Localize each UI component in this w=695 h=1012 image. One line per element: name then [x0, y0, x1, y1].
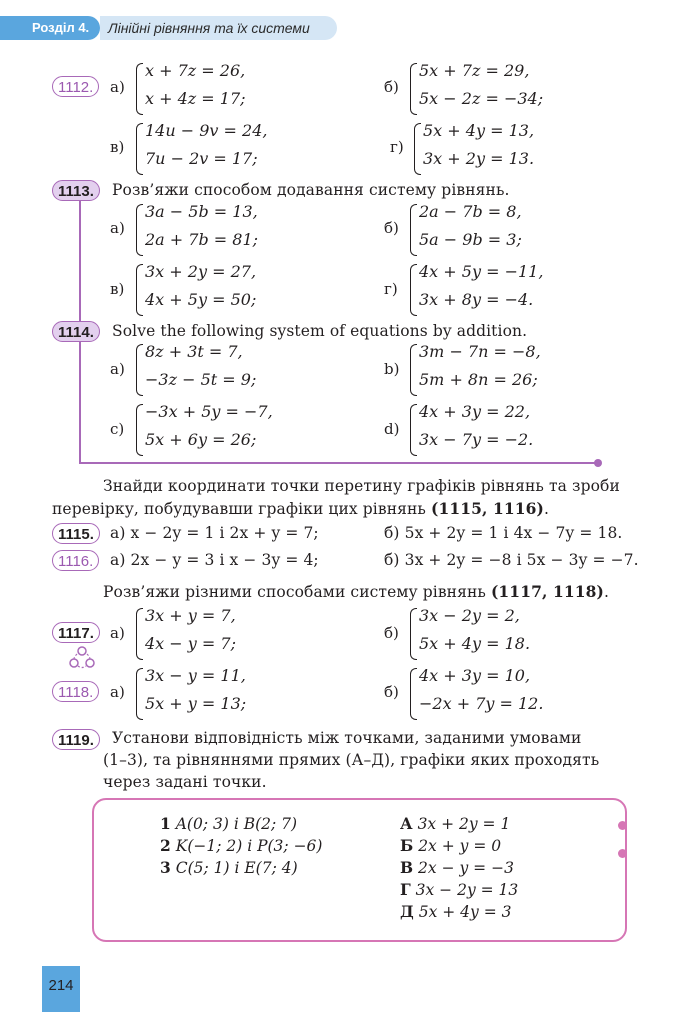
system-brace	[136, 668, 143, 720]
point-pair-2: 2 K(−1; 2) і P(3; −6)	[160, 836, 323, 855]
equation-pair: а) 2x − y = 3 і x − 3y = 4;	[110, 551, 319, 569]
line-equation-b: Б 2x + y = 0	[400, 836, 502, 855]
group-work-icon	[68, 645, 96, 671]
label: г)	[384, 280, 398, 298]
section-tag: Розділ 4.	[0, 16, 100, 40]
equation: 2a + 7b = 81;	[145, 230, 259, 249]
equation: 4x + 5y = 50;	[145, 290, 257, 309]
equation: 4x + 5y = −11,	[419, 262, 544, 281]
label: а)	[110, 219, 125, 237]
line-equation-v: В 2x − y = −3	[400, 858, 514, 877]
problem-text: (1–3), та рівняннями прямих (А–Д), графіки яких проходять	[103, 751, 600, 769]
equation: 5x + y = 13;	[145, 694, 247, 713]
problem-text: Установи відповідність між точками, заданими умовами	[112, 729, 582, 747]
equation: 3m − 7n = −8,	[419, 342, 541, 361]
label: б)	[384, 219, 399, 237]
problem-text: Solve the following system of equations by addition.	[112, 322, 528, 340]
equation: 5x − 2z = −34;	[419, 89, 544, 108]
label: б)	[384, 624, 399, 642]
system-brace	[410, 63, 417, 115]
problem-number-1117: 1117.	[52, 622, 100, 643]
equation: 5x + 4y = 18.	[419, 634, 531, 653]
section-title: Лінійні рівняння та їх системи	[100, 16, 337, 40]
system-brace	[414, 123, 421, 175]
label: c)	[110, 420, 125, 438]
equation: 4x − y = 7;	[145, 634, 236, 653]
equation: 4x + 3y = 10,	[419, 666, 531, 685]
equation: 3x + y = 7,	[145, 606, 236, 625]
point-pair-3: 3 C(5; 1) і E(7; 4)	[160, 858, 298, 877]
system-brace	[136, 123, 143, 175]
system-brace	[136, 404, 143, 456]
equation: 7u − 2v = 17;	[145, 149, 258, 168]
label: а)	[110, 683, 125, 701]
problem-number-1112: 1112.	[52, 76, 99, 97]
problem-number-1116: 1116.	[52, 550, 99, 571]
system-brace	[410, 404, 417, 456]
box-dot	[618, 849, 627, 858]
system-brace	[410, 668, 417, 720]
equation: 2a − 7b = 8,	[419, 202, 522, 221]
equation: 5a − 9b = 3;	[419, 230, 522, 249]
instruction-text: Розв’яжи різними способами систему рівнянь (1117, 1118).	[103, 582, 609, 601]
equation-pair: б) 5x + 2y = 1 і 4x − 7y = 18.	[384, 524, 623, 542]
equation: 8z + 3t = 7,	[145, 342, 243, 361]
bracket-dot	[594, 459, 602, 467]
label: б)	[384, 683, 399, 701]
label: б)	[384, 78, 399, 96]
problem-text: через задані точки.	[103, 773, 267, 791]
equation: 3x − 7y = −2.	[419, 430, 534, 449]
system-brace	[136, 264, 143, 316]
equation: 3x − y = 11,	[145, 666, 246, 685]
page-number: 214	[42, 966, 80, 1012]
system-brace	[410, 344, 417, 396]
system-brace	[136, 608, 143, 660]
label: a)	[110, 360, 125, 378]
label: в)	[110, 138, 125, 156]
problem-number-1118: 1118.	[52, 681, 99, 702]
equation: 3x − 2y = 2,	[419, 606, 520, 625]
equation: 5x + 7z = 29,	[419, 61, 530, 80]
label: г)	[390, 138, 404, 156]
label: а)	[110, 78, 125, 96]
problem-text: Розв’яжи способом додавання систему рівнянь.	[112, 181, 510, 199]
equation: 5x + 6y = 26;	[145, 430, 257, 449]
problem-number-1114: 1114.	[52, 321, 100, 342]
problem-number-1115: 1115.	[52, 523, 100, 544]
equation: 3x + 2y = 27,	[145, 262, 257, 281]
instruction-text: Знайди координати точки перетину графіків рівнянь та зроби	[103, 477, 620, 495]
label: а)	[110, 624, 125, 642]
equation: −2x + 7y = 12.	[419, 694, 544, 713]
equation: x + 4z = 17;	[145, 89, 246, 108]
equation: 3x + 2y = 13.	[423, 149, 535, 168]
label: d)	[384, 420, 400, 438]
point-pair-1: 1 A(0; 3) і B(2; 7)	[160, 814, 298, 833]
box-dot	[618, 821, 627, 830]
problem-number-1119: 1119.	[52, 729, 100, 750]
system-brace	[136, 63, 143, 115]
equation-pair: а) x − 2y = 1 і 2x + y = 7;	[110, 524, 319, 542]
equation: x + 7z = 26,	[145, 61, 246, 80]
equation: 3a − 5b = 13,	[145, 202, 258, 221]
equation: 4x + 3y = 22,	[419, 402, 531, 421]
equation: 14u − 9v = 24,	[145, 121, 268, 140]
equation: 5x + 4y = 13,	[423, 121, 535, 140]
equation-pair: б) 3x + 2y = −8 і 5x − 3y = −7.	[384, 551, 639, 569]
system-brace	[136, 204, 143, 256]
system-brace	[136, 344, 143, 396]
line-equation-a: А 3x + 2y = 1	[400, 814, 511, 833]
equation: −3x + 5y = −7,	[145, 402, 273, 421]
label: b)	[384, 360, 400, 378]
instruction-text: перевірку, побудувавши графіки цих рівнянь (1115, 1116).	[52, 499, 549, 518]
equation: 3x + 8y = −4.	[419, 290, 534, 309]
system-brace	[410, 608, 417, 660]
label: в)	[110, 280, 125, 298]
line-equation-g: Г 3x − 2y = 13	[400, 880, 519, 899]
equation: 5m + 8n = 26;	[419, 370, 538, 389]
system-brace	[410, 264, 417, 316]
line-equation-d: Д 5x + 4y = 3	[400, 902, 512, 921]
group-bracket-line	[79, 462, 597, 464]
equation: −3z − 5t = 9;	[145, 370, 257, 389]
system-brace	[410, 204, 417, 256]
problem-number-1113: 1113.	[52, 180, 100, 201]
